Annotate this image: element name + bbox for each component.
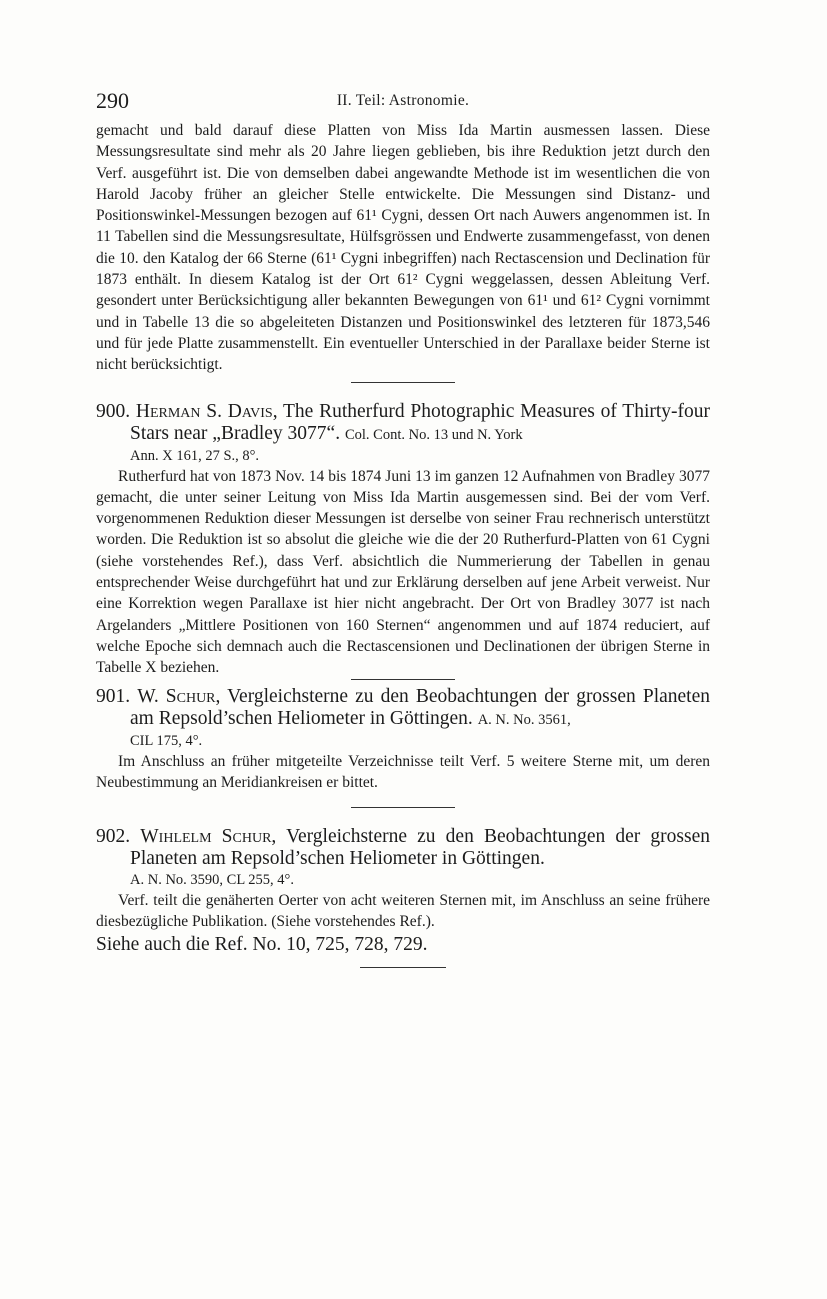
separator-rule: [351, 679, 455, 680]
running-title: II. Teil: Astronomie.: [336, 92, 470, 109]
entry-901: [96, 686, 710, 794]
entry-number: 900.: [96, 400, 131, 422]
entry-source-inline: A. N. No. 3561,: [477, 711, 571, 728]
entry-abstract: Verf. teilt die genäherten Oerter von acht weiteren Sternen mit, im Anschluss an seine frühere diesbezügliche Publikation. (Siehe vorstehendes Ref.).: [96, 892, 710, 931]
entry-author: Herman S. Davis,: [135, 400, 278, 422]
entry-author: W. Schur,: [137, 685, 221, 707]
separator-rule: [351, 382, 455, 383]
entry-title: The Rutherfurd Photographic Measures of Thirty-four Stars near „Bradley 3077“.: [130, 400, 711, 444]
entry-number: 902.: [96, 826, 131, 848]
page-header: [96, 88, 710, 120]
entry-abstract: Rutherfurd hat von 1873 Nov. 14 bis 1874 Juni 13 im ganzen 12 Aufnahmen von Bradley 3077 gemacht, die unter seiner Leitung von Miss Ida Martin ausgemessen sind. Bei der vom Verf. vorgenommenen Reduktion dieser Messungen ist derselbe von seiner Frau rechnerisch unterstützt worden. Die Reduktion ist so absolut die gleiche wie die der 20 Rutherfurd-Platten von 61 Cygni (siehe vorstehendes Ref.), dass Verf. absichtlich die Nummerierung der Tabellen in genau entsprechender Weise durchgeführt hat und zur Erklärung derselben auf jene Arbeit verweist. Nur eine Korrektion wegen Parallaxe ist hier nicht angebracht. Der Ort von Bradley 3077 ist nach Argelanders „Mittlere Positionen von 160 Sternen“ angenommen und auf 1874 reduciert, auf welche Epoche sich demnach auch die Rectascensionen und Declinationen der übrigen Sterne in Tabelle X beziehen.: [96, 467, 710, 677]
entry-heading: [96, 686, 710, 731]
entry-heading: [96, 401, 710, 446]
entry-source: A. N. No. 3590, CL 255, 4°.: [130, 872, 294, 889]
entry-title: Vergleichsterne zu den Beobachtungen der grossen Planeten am Repsold’schen Heliometer in Göttingen.: [130, 685, 710, 729]
separator-rule: [351, 807, 455, 808]
entry-source: Ann. X 161, 27 S., 8°.: [130, 447, 260, 464]
entry-author: Wihlelm Schur,: [140, 826, 277, 848]
see-also-line: Siehe auch die Ref. No. 10, 725, 728, 729.: [96, 933, 428, 955]
entry-source-inline: Col. Cont. No. 13 und N. York: [344, 426, 523, 443]
entry-abstract: Im Anschluss an früher mitgeteilte Verzeichnisse teilt Verf. 5 weitere Sterne mit, um deren Neubestimmung an Meridiankreisen er bittet.: [96, 752, 710, 791]
intro-paragraph: gemacht und bald darauf diese Platten von Miss Ida Martin ausmessen lassen. Diese Messungsresultate sind mehr als 20 Jahre liegen geblieben, bis ihre Reduktion jetzt durch den Verf. ausgeführt ist. Die von demselben dabei angewandte Methode ist im wesentlichen die von Harold Jacoby früher an gleicher Stelle entwickelte. Die Messungen sind Distanz- und Positionswinkel-Messungen bezogen auf 61¹ Cygni, dessen Ort nach Auwers angenommen ist. In 11 Tabellen sind die Messungsresultate, Hülfsgrössen und Endwerte zusammengefasst, von denen die 10. den Katalog der 66 Sterne (61¹ Cygni inbegriffen) nach Rectascension und Declination für 1873 enthält. In diesem Katalog ist der Ort 61² Cygni weggelassen, dessen Ableitung Verf. gesondert unter Berücksichtigung aller bekannten Bewegungen von 61¹ und 61² Cygni vornimmt und in Tabelle 13 die so abgeleiteten Distanzen und Positionswinkel des letzteren für 1873,546 und für jede Platte zusammenstellt. Ein eventueller Unterschied in der Parallaxe beider Sterne ist nicht berücksichtigt.: [96, 122, 710, 374]
entry-902: [96, 826, 710, 933]
entry-heading: [96, 826, 710, 870]
entry-source: CIL 175, 4°.: [130, 732, 203, 749]
book-page: [96, 88, 710, 968]
separator-rule: [360, 967, 446, 968]
entry-number: 901.: [96, 685, 131, 707]
page-number: 290: [96, 88, 129, 113]
entry-900: [96, 401, 710, 679]
entry-title: Vergleichsterne zu den Beobachtungen der grossen Planeten am Repsold’schen Heliometer in Göttingen.: [130, 826, 710, 870]
